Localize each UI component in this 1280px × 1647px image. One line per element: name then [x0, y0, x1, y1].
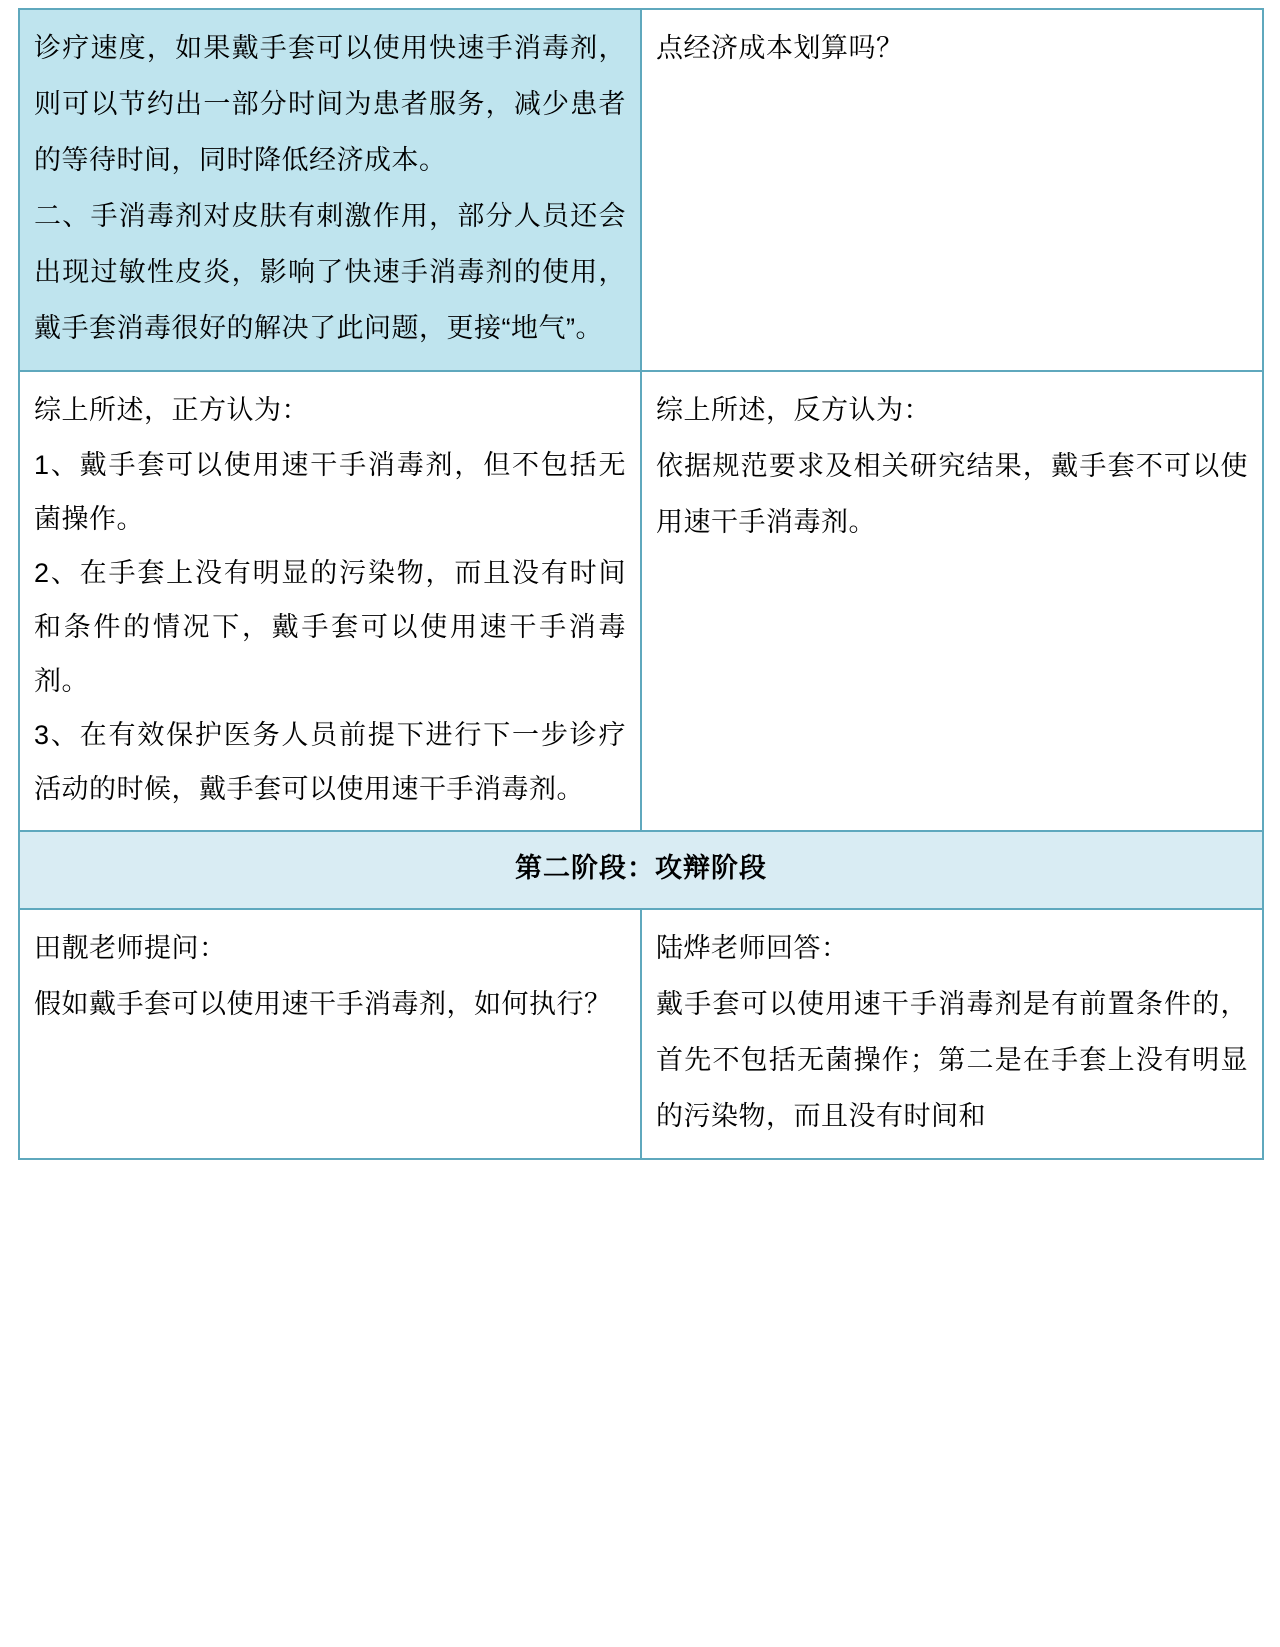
stage-heading-row — [19, 831, 1263, 909]
paragraph: 田靓老师提问： — [34, 933, 227, 963]
stage-heading-text: 第二阶段：攻辩阶段 — [515, 853, 767, 883]
proponent-arguments-cell — [19, 9, 641, 371]
stage-heading-cell — [19, 831, 1263, 909]
opponent-conclusion-cell — [641, 371, 1263, 831]
paragraph: 依据规范要求及相关研究结果，戴手套不可以使用速干手消毒剂。 — [656, 451, 1248, 537]
paragraph: 点经济成本划算吗？ — [656, 33, 904, 63]
question-cell — [19, 909, 641, 1159]
paragraph: 戴手套可以使用速干手消毒剂是有前置条件的，首先不包括无菌操作；第二是在手套上没有明显的污染物，而且没有时间和 — [656, 989, 1248, 1131]
proponent-conclusion-cell — [19, 371, 641, 831]
paragraph: 陆烨老师回答： — [656, 933, 849, 963]
arguments-continued-row — [19, 9, 1263, 371]
paragraph: 2、在手套上没有明显的污染物，而且没有时间和条件的情况下，戴手套可以使用速干手消毒剂。 — [34, 558, 626, 696]
paragraph: 综上所述，正方认为： — [34, 395, 309, 425]
answer-cell — [641, 909, 1263, 1159]
paragraph: 二、手消毒剂对皮肤有刺激作用，部分人员还会出现过敏性皮炎，影响了快速手消毒剂的使用，戴手套消毒很好的解决了此问题，更接“地气”。 — [34, 201, 626, 343]
paragraph: 假如戴手套可以使用速干手消毒剂，如何执行？ — [34, 989, 612, 1019]
paragraph: 1、戴手套可以使用速干手消毒剂，但不包括无菌操作。 — [34, 450, 626, 534]
opponent-arguments-cell — [641, 9, 1263, 371]
paragraph: 诊疗速度，如果戴手套可以使用快速手消毒剂，则可以节约出一部分时间为患者服务，减少患者的等待时间，同时降低经济成本。 — [34, 33, 626, 175]
paragraph: 3、在有效保护医务人员前提下进行下一步诊疗活动的时候，戴手套可以使用速干手消毒剂。 — [34, 720, 626, 804]
debate-table — [18, 8, 1264, 1160]
conclusion-row — [19, 371, 1263, 831]
question-answer-row — [19, 909, 1263, 1159]
paragraph: 综上所述，反方认为： — [656, 395, 931, 425]
